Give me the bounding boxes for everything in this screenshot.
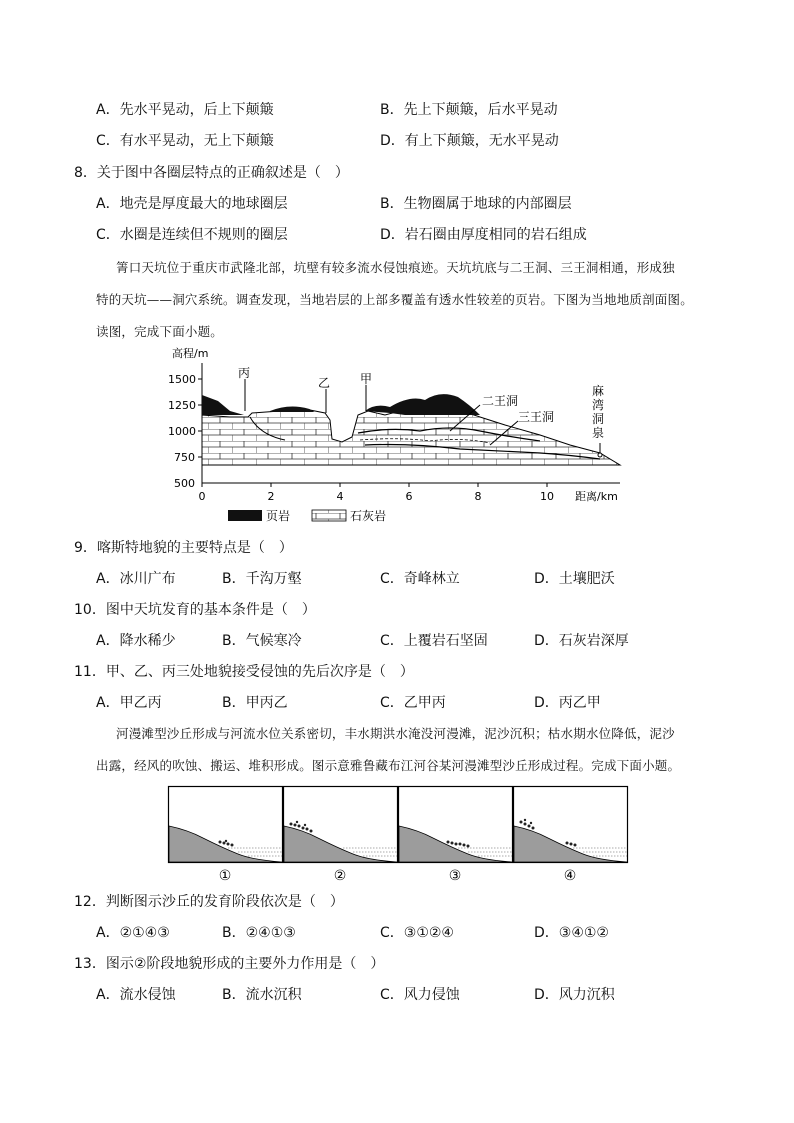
label-bing: 丙	[238, 366, 251, 380]
profile-xlabel: 距离/km	[575, 490, 618, 503]
q12-option-d: D．③④①②	[534, 925, 609, 941]
dune-panel-4	[514, 787, 628, 863]
q10-option-d: D．石灰岩深厚	[534, 633, 629, 649]
q9-option-b: B．千沟万壑	[222, 571, 302, 587]
passage2-line1: 河漫滩型沙丘形成与河流水位关系密切，丰水期洪水淹没河漫滩，泥沙沉积；枯水期水位降低，泥沙	[116, 726, 675, 741]
q11-option-d: D．丙乙甲	[534, 695, 601, 711]
profile-xtick-0: 0	[198, 490, 206, 503]
q8-option-d: D．岩石圈由厚度相同的岩石组成	[380, 227, 587, 243]
label-yi: 乙	[318, 376, 331, 390]
q10-option-a: A．降水稀少	[96, 633, 176, 649]
legend-shale-swatch	[228, 510, 262, 521]
q10-option-c: C．上覆岩石坚固	[380, 633, 488, 649]
profile-ytick-1000: 1000	[168, 425, 196, 438]
q8-option-b: B．生物圈属于地球的内部圈层	[380, 196, 572, 212]
q7-option-d: D．有上下颠簸，无水平晃动	[380, 133, 559, 149]
q12-option-b: B．②④①③	[222, 925, 296, 941]
dune-label-4: ④	[563, 868, 577, 884]
legend-limestone-swatch	[312, 510, 346, 521]
q13-option-c: C．风力侵蚀	[380, 987, 460, 1003]
profile-xtick-10: 10	[540, 490, 554, 503]
q12-option-c: C．③①②④	[380, 925, 454, 941]
q13-stem: 13．图示②阶段地貌形成的主要外力作用是（ ）	[74, 956, 385, 972]
q11-option-b: B．甲丙乙	[222, 695, 288, 711]
profile-xtick-2: 2	[267, 490, 275, 503]
shale-cap-right	[365, 394, 480, 415]
profile-xtick-8: 8	[474, 490, 482, 503]
profile-ytick-500: 500	[174, 477, 195, 490]
label-erwang-cave: 二王洞	[482, 394, 519, 408]
dune-panel-2	[284, 787, 398, 863]
label-mawan-2: 湾	[592, 398, 605, 412]
q9-stem: 9．喀斯特地貌的主要特点是（ ）	[74, 540, 293, 556]
dune-panel-3	[399, 787, 513, 863]
q11-option-a: A．甲乙丙	[96, 695, 162, 711]
passage2-line2: 出露，经风的吹蚀、搬运、堆积形成。图示意雅鲁藏布江河谷某河漫滩型沙丘形成过程。完成下面小题。	[96, 758, 681, 773]
label-mawan-1: 麻	[592, 384, 605, 398]
profile-xtick-6: 6	[405, 490, 413, 503]
profile-ylabel: 高程/m	[172, 347, 209, 360]
q11-option-c: C．乙甲丙	[380, 695, 446, 711]
dune-label-2: ②	[333, 868, 347, 884]
passage1-line1: 箐口天坑位于重庆市武隆北部，坑壁有较多流水侵蚀痕迹。天坑坑底与二王洞、三王洞相通，形成独	[116, 260, 675, 275]
label-mawan-4: 泉	[592, 426, 605, 440]
spring-marker	[598, 453, 602, 457]
legend-limestone-label: 石灰岩	[350, 509, 387, 523]
q8-stem: 8．关于图中各圈层特点的正确叙述是（ ）	[74, 165, 349, 181]
shale-cap-left	[202, 395, 244, 415]
legend-shale-label: 页岩	[266, 509, 291, 523]
q9-option-d: D．土壤肥沃	[534, 571, 615, 587]
q8-option-c: C．水圈是连续但不规则的圈层	[96, 227, 288, 243]
dune-panel-1	[169, 787, 283, 863]
profile-ytick-1250: 1250	[168, 399, 196, 412]
passage-dunes	[96, 718, 716, 782]
dune-formation-figure	[166, 784, 630, 886]
q10-stem: 10．图中天坑发育的基本条件是（ ）	[74, 602, 316, 618]
label-sanwang-cave: 三王洞	[518, 410, 555, 424]
q13-option-b: B．流水沉积	[222, 987, 302, 1003]
q7-option-b: B．先上下颠簸，后水平晃动	[380, 102, 558, 118]
profile-ytick-750: 750	[174, 451, 195, 464]
q9-option-a: A．冰川广布	[96, 571, 176, 587]
q13-option-d: D．风力沉积	[534, 987, 615, 1003]
passage1-line2: 特的天坑——洞穴系统。调查发现，当地岩层的上部多覆盖有透水性较差的页岩。下图为当地地质剖面图。	[96, 292, 693, 307]
label-mawan-3: 洞	[592, 412, 605, 426]
q8-option-a: A．地壳是厚度最大的地球圈层	[96, 196, 288, 212]
q11-stem: 11．甲、乙、丙三处地貌接受侵蚀的先后次序是（ ）	[74, 664, 414, 680]
q9-option-c: C．奇峰林立	[380, 571, 460, 587]
profile-xtick-4: 4	[336, 490, 344, 503]
passage1-line3: 读图，完成下面小题。	[96, 324, 224, 339]
q10-option-b: B．气候寒冷	[222, 633, 302, 649]
dune-label-3: ③	[448, 868, 462, 884]
label-jia: 甲	[360, 372, 373, 386]
dune-label-1: ①	[218, 868, 232, 884]
q13-option-a: A．流水侵蚀	[96, 987, 176, 1003]
passage-tiankeng	[96, 252, 716, 348]
q12-option-a: A．②①④③	[96, 925, 170, 941]
geologic-profile-figure	[160, 345, 630, 530]
q12-stem: 12．判断图示沙丘的发育阶段依次是（ ）	[74, 894, 344, 910]
shale-cap-mid	[270, 407, 314, 413]
q7-option-a: A．先水平晃动，后上下颠簸	[96, 102, 274, 118]
profile-ytick-1500: 1500	[168, 373, 196, 386]
q7-option-c: C．有水平晃动，无上下颠簸	[96, 133, 274, 149]
